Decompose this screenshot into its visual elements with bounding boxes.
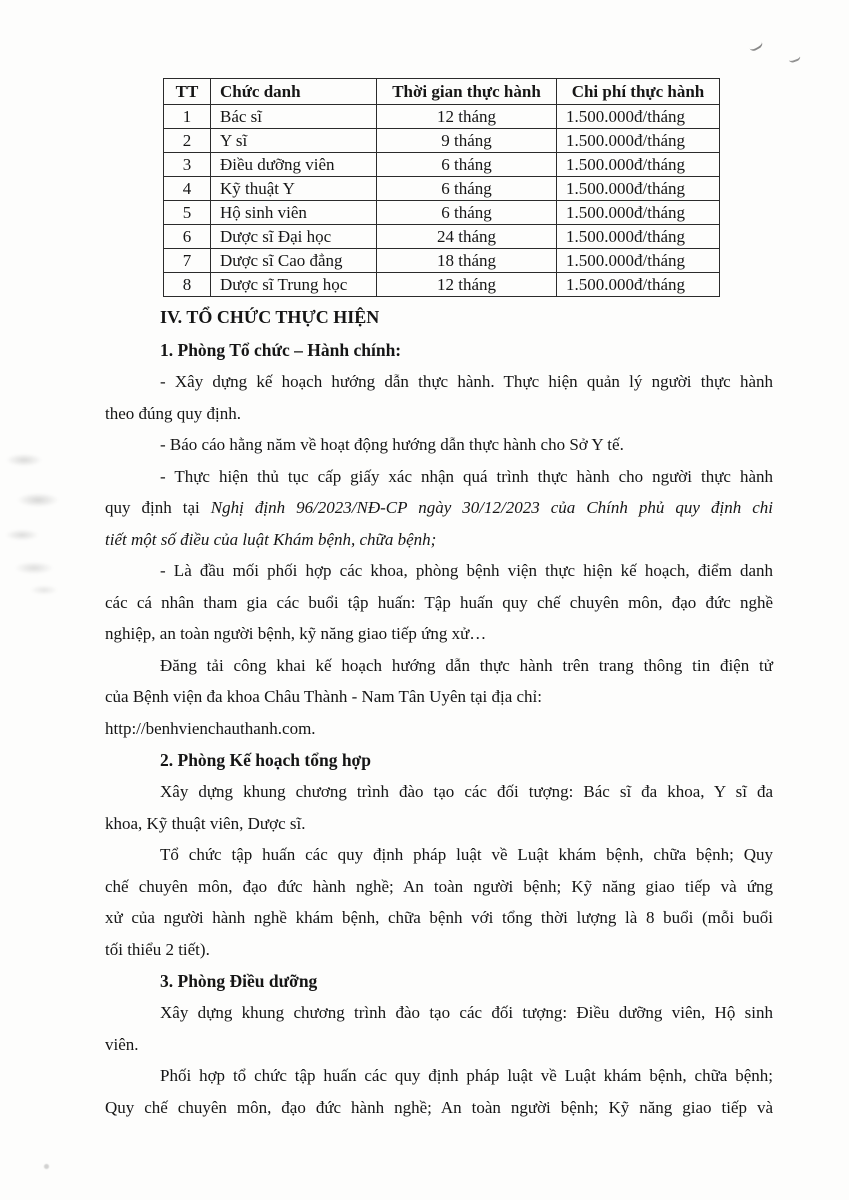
text-line: [105, 934, 773, 966]
text-line: [105, 1092, 773, 1124]
text-segment: các cá nhân tham gia các buổi tập huấn: Tập huấn quy chế chuyên môn, đạo đức nghề: [105, 592, 773, 612]
paragraph: [105, 650, 773, 745]
paragraph: [105, 429, 773, 461]
text-segment: nghiệp, an toàn người bệnh, kỹ năng giao tiếp ứng xử…: [105, 624, 487, 643]
table-cell: 9 tháng: [377, 129, 557, 153]
text-segment: http://benhvienchauthanh.com.: [105, 718, 316, 738]
table-cell: 8: [164, 273, 211, 297]
pen-mark-artifact: [787, 50, 802, 64]
table-cell: 6: [164, 225, 211, 249]
text-line: [105, 1029, 773, 1061]
table-cell: 1.500.000đ/tháng: [557, 129, 720, 153]
paragraph: [105, 1060, 773, 1123]
table-row: [164, 273, 720, 297]
margin-smudge-artifact: [4, 440, 74, 600]
table-cell: 7: [164, 249, 211, 273]
text-line: [105, 839, 773, 871]
text-segment: Xây dựng khung chương trình đào tạo các đối tượng: Bác sĩ đa khoa, Y sĩ đa: [160, 782, 773, 801]
table-cell: 1: [164, 105, 211, 129]
table-cell: 5: [164, 201, 211, 225]
text-segment: chế chuyên môn, đạo đức hành nghề; An toàn người bệnh; Kỹ năng giao tiếp và ứng: [105, 876, 773, 896]
text-segment: theo đúng quy định.: [105, 403, 241, 423]
text-segment: Đăng tải công khai kế hoạch hướng dẫn thực hành trên trang thông tin điện tử: [160, 655, 773, 675]
text-line: [105, 618, 773, 650]
text-line: [105, 398, 773, 430]
table-cell: 1.500.000đ/tháng: [557, 153, 720, 177]
table-cell: Y sĩ: [211, 129, 377, 153]
text-segment: Tổ chức tập huấn các quy định pháp luật về Luật khám bệnh, chữa bệnh; Quy: [160, 845, 773, 864]
text-line: [105, 492, 773, 524]
text-segment: - Xây dựng kế hoạch hướng dẫn thực hành. Thực hiện quản lý người thực hành: [160, 372, 773, 391]
table-cell: 6 tháng: [377, 201, 557, 225]
table-row: [164, 249, 720, 273]
table-row: [164, 79, 720, 105]
text-segment: khoa, Kỹ thuật viên, Dược sĩ.: [105, 813, 306, 833]
text-line: [105, 871, 773, 903]
text-segment: - Là đầu mối phối hợp các khoa, phòng bệnh viện thực hiện kế hoạch, điểm danh: [160, 561, 773, 580]
table-row: [164, 177, 720, 201]
table-cell: 12 tháng: [377, 273, 557, 297]
table-cell: 1.500.000đ/tháng: [557, 225, 720, 249]
sub-heading: 1. Phòng Tổ chức – Hành chính:: [160, 340, 402, 360]
text-segment: của Bệnh viện đa khoa Châu Thành - Nam Tân Uyên tại địa chỉ:: [105, 687, 542, 706]
text-line: [105, 555, 773, 587]
italic-text-segment: tiết một số điều của luật Khám bệnh, chữa bệnh;: [105, 529, 437, 549]
table-cell: 2: [164, 129, 211, 153]
table-header-cell: Chức danh: [211, 79, 377, 105]
table-cell: 1.500.000đ/tháng: [557, 249, 720, 273]
table-cell: Dược sĩ Đại học: [211, 225, 377, 249]
text-segment: - Báo cáo hằng năm về hoạt động hướng dẫn thực hành cho Sở Y tế.: [160, 435, 624, 454]
table-cell: 1.500.000đ/tháng: [557, 105, 720, 129]
table-cell: 4: [164, 177, 211, 201]
table-cell: 3: [164, 153, 211, 177]
table-header-cell: Thời gian thực hành: [377, 79, 557, 105]
text-line: [105, 997, 773, 1029]
table-row: [164, 225, 720, 249]
text-line: [105, 902, 773, 934]
scan-speck-artifact: [44, 1164, 49, 1169]
table-cell: Bác sĩ: [211, 105, 377, 129]
table-cell: 18 tháng: [377, 249, 557, 273]
sub-heading: 3. Phòng Điều dưỡng: [160, 971, 318, 991]
text-segment: Xây dựng khung chương trình đào tạo các đối tượng: Điều dưỡng viên, Hộ sinh: [160, 1003, 773, 1022]
table-cell: Hộ sinh viên: [211, 201, 377, 225]
table-cell: 1.500.000đ/tháng: [557, 201, 720, 225]
practice-fee-table: [163, 78, 720, 297]
pen-mark-artifact: [746, 35, 764, 52]
table-cell: 24 tháng: [377, 225, 557, 249]
text-segment: - Thực hiện thủ tục cấp giấy xác nhận quá trình thực hành cho người thực hành: [160, 466, 773, 486]
table-cell: 12 tháng: [377, 105, 557, 129]
text-segment: xử của người hành nghề khám bệnh, chữa bệnh với tổng thời lượng là 8 buổi (mỗi buổi: [105, 908, 773, 927]
table-cell: Dược sĩ Cao đẳng: [211, 249, 377, 273]
table-cell: 6 tháng: [377, 153, 557, 177]
text-segment: Phối hợp tổ chức tập huấn các quy định pháp luật về Luật khám bệnh, chữa bệnh;: [160, 1066, 773, 1085]
table-cell: Điều dưỡng viên: [211, 153, 377, 177]
table-body: [164, 105, 720, 297]
table-header-cell: TT: [164, 79, 211, 105]
text-line: [105, 524, 773, 556]
table-header-cell: Chi phí thực hành: [557, 79, 720, 105]
table-row: [164, 105, 720, 129]
paragraph: [105, 366, 773, 429]
text-line: [105, 776, 773, 808]
text-line: [105, 681, 773, 713]
paragraph: [105, 997, 773, 1060]
sub-heading: 2. Phòng Kế hoạch tổng hợp: [160, 750, 371, 770]
section-heading: IV. TỔ CHỨC THỰC HIỆN: [160, 307, 380, 327]
table-cell: 1.500.000đ/tháng: [557, 177, 720, 201]
table-row: [164, 201, 720, 225]
paragraph: [105, 776, 773, 839]
table-cell: 1.500.000đ/tháng: [557, 273, 720, 297]
text-line: [105, 650, 773, 682]
document-body: [105, 300, 773, 1123]
text-line: [105, 429, 773, 461]
paragraph: [105, 555, 773, 650]
paragraph: [105, 839, 773, 965]
italic-text-segment: Nghị định 96/2023/NĐ-CP ngày 30/12/2023 của Chính phủ quy định chi: [210, 498, 773, 517]
table-row: [164, 129, 720, 153]
table-row: [164, 153, 720, 177]
text-segment: viên.: [105, 1034, 139, 1054]
text-line: [105, 808, 773, 840]
table-header-row: [164, 79, 720, 105]
text-line: [105, 713, 773, 745]
table-cell: 6 tháng: [377, 177, 557, 201]
text-segment: tối thiểu 2 tiết).: [105, 939, 210, 959]
paragraph: [105, 461, 773, 556]
text-line: [105, 587, 773, 619]
text-line: [105, 1060, 773, 1092]
text-segment: Quy chế chuyên môn, đạo đức hành nghề; An toàn người bệnh; Kỹ năng giao tiếp và: [105, 1097, 773, 1117]
text-segment: quy định tại: [105, 498, 211, 517]
table-cell: Dược sĩ Trung học: [211, 273, 377, 297]
text-line: [105, 461, 773, 493]
text-line: [105, 366, 773, 398]
table-cell: Kỹ thuật Y: [211, 177, 377, 201]
